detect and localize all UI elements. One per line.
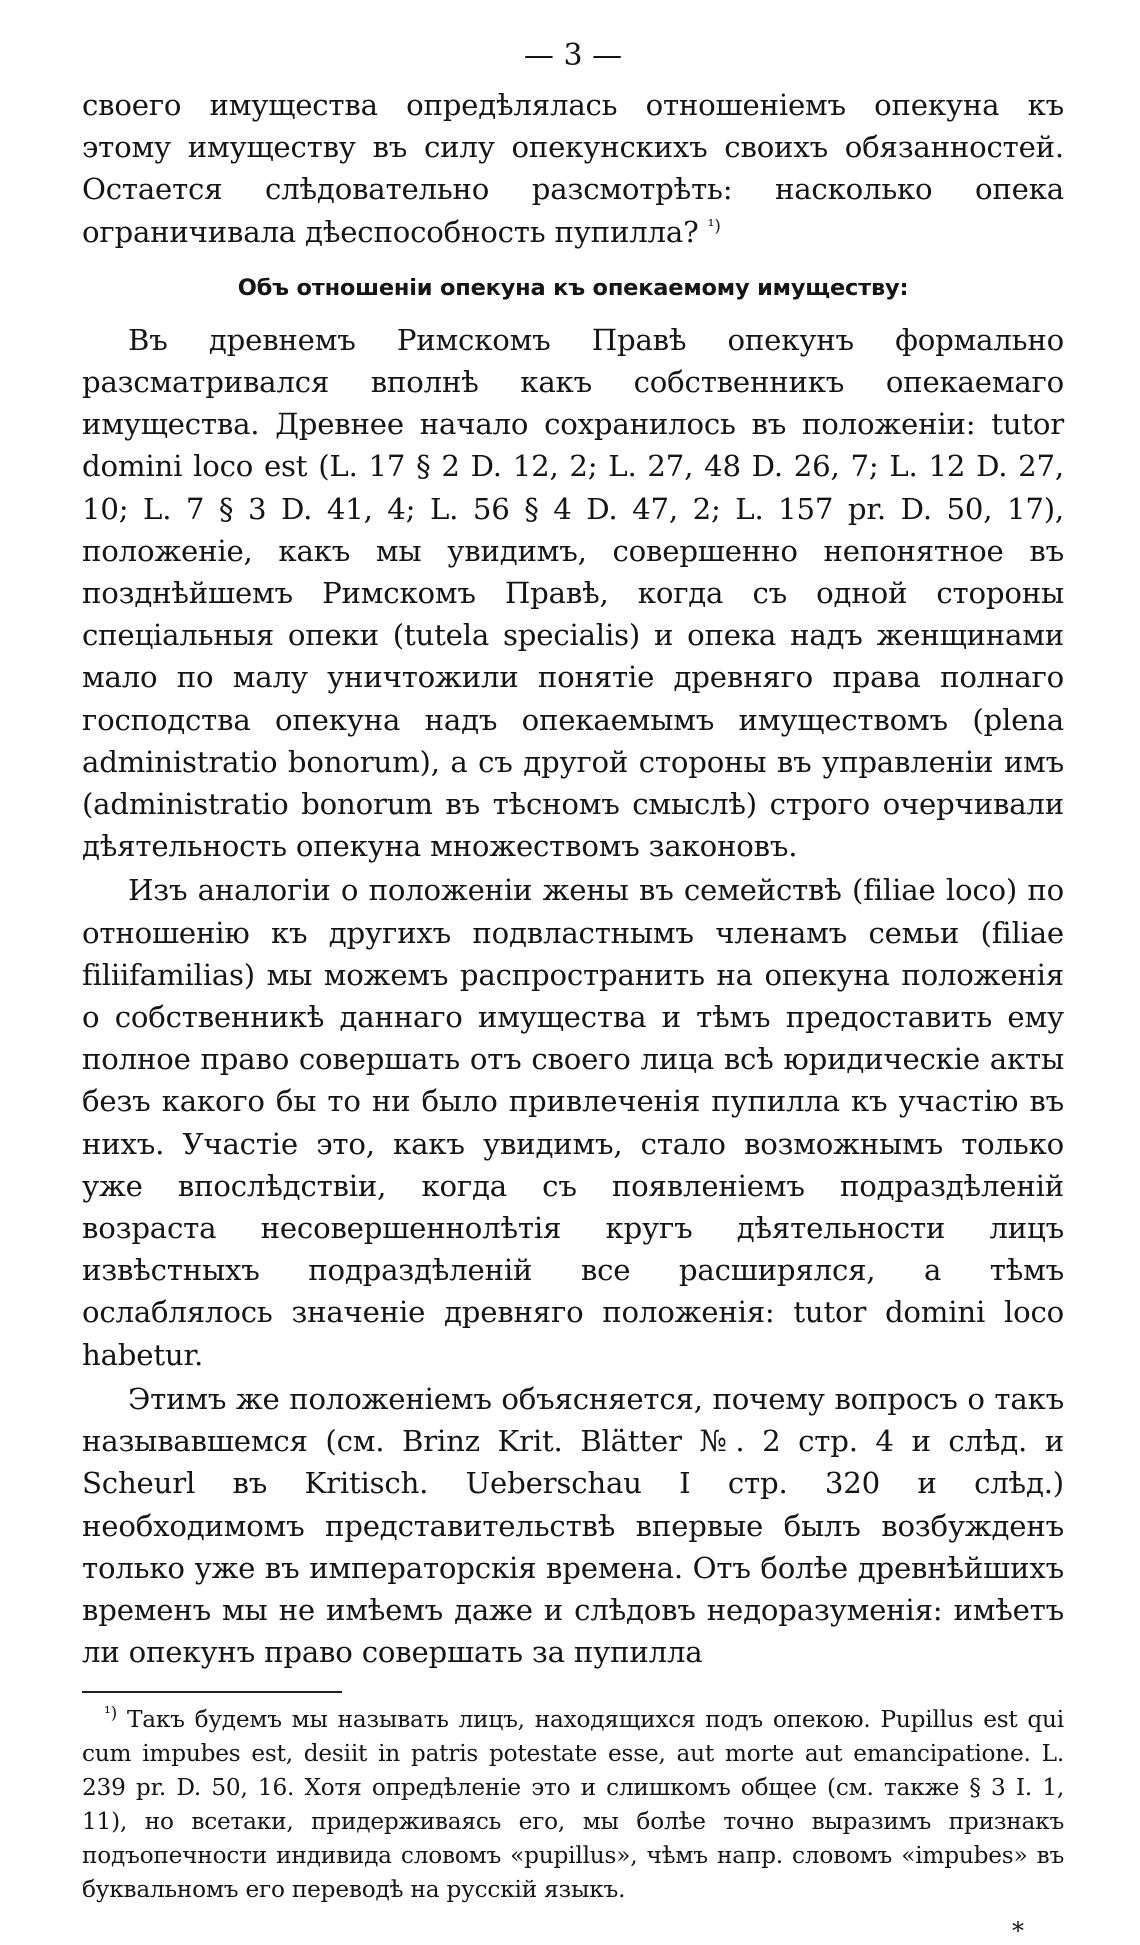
footnote-mark: ¹): [104, 1703, 118, 1724]
paragraph-3: Изъ аналогіи о положеніи жены въ семействѣ (filiae loco) по отношенію къ другихъ подвластнымъ членамъ семьи (filiae filiifamilias) мы можемъ распространить на опекуна положенія о собственникѣ даннаго имущества и тѣмъ предоставить ему полное право совершать отъ своего лица всѣ юридическіе акты безъ какого бы то ни было привлеченія пупилла къ участію въ нихъ. Участіе это, какъ увидимъ, стало возможнымъ только уже впослѣдствіи, когда съ появленіемъ подраздѣленій возраста несовершеннолѣтія кругъ дѣятельности лицъ извѣстныхъ подраздѣленій все расширялся, а тѣмъ ослаблялось значеніе древняго положенія: tutor domini loco habetur.: [82, 873, 1064, 1372]
paragraph-1-text: своего имущества опредѣлялась отношеніемъ опекуна къ этому имуществу въ силу опекунскихъ своихъ обязанностей. Остается слѣдовательно разсмотрѣть: насколько опека ограничивала дѣеспособность пупилла?: [82, 88, 1064, 249]
footnote-reference: ¹): [707, 215, 721, 236]
document-page: [82, 36, 1064, 1945]
paragraph-4: Этимъ же положеніемъ объясняется, почему вопросъ о такъ называвшемся (см. Brinz Krit. Blätter №. 2 стр. 4 и слѣд. и Scheurl въ Kritisch. Ueberschau I стр. 320 и слѣд.) необходимомъ представительствѣ впервые былъ возбужденъ только уже въ императорскія времена. Отъ болѣе древнѣйшихъ временъ мы не имѣемъ даже и слѣдовъ недоразуменія: имѣетъ ли опекунъ право совершать за пупилла: [82, 1381, 1064, 1670]
footnote-divider: [82, 1691, 342, 1693]
paragraph-1: [82, 84, 1064, 253]
page-number: — 3 —: [523, 38, 623, 73]
section-heading: Объ отношеніи опекуна къ опекаемому имуществу:: [237, 274, 909, 301]
footnote-text: Такъ будемъ мы называть лицъ, находящихся подъ опекою. Pupillus est qui cum impubes est, desiit in patris potestate esse, aut morte aut emancipatione. L. 239 pr. D. 50, 16. Хотя опредѣленіе это и слишкомъ общее (см. также § 3 I. 1, 11), но всетаки, придерживаясь его, мы болѣе точно выразимъ признакъ подъопечности индивида словомъ «pupillus», чѣмъ напр. словомъ «impubes» въ буквальномъ его переводѣ на русскій языкъ.: [82, 1706, 1065, 1904]
footnote: [82, 1703, 1064, 1907]
paragraph-2: Въ древнемъ Римскомъ Правѣ опекунъ формально разсматривался вполнѣ какъ собственникъ опекаемаго имущества. Древнее начало сохранилось въ положеніи: tutor domini loco est (L. 17 § 2 D. 12, 2; L. 27, 48 D. 26, 7; L. 12 D. 27, 10; L. 7 § 3 D. 41, 4; L. 56 § 4 D. 47, 2; L. 157 pr. D. 50, 17), положеніе, какъ мы увидимъ, совершенно непонятное въ позднѣйшемъ Римскомъ Правѣ, когда съ одной стороны спеціальныя опеки (tutela specialis) и опека надъ женщинами мало по малу уничтожили понятіе древняго права полнаго господства опекуна надъ опекаемымъ имуществомъ (plena administratio bonorum), а съ другой стороны въ управленіи имъ (administratio bonorum въ тѣсномъ смыслѣ) строго очерчивали дѣятельность опекуна множествомъ законовъ.: [82, 322, 1064, 864]
signature-mark: *: [1012, 1917, 1024, 1945]
